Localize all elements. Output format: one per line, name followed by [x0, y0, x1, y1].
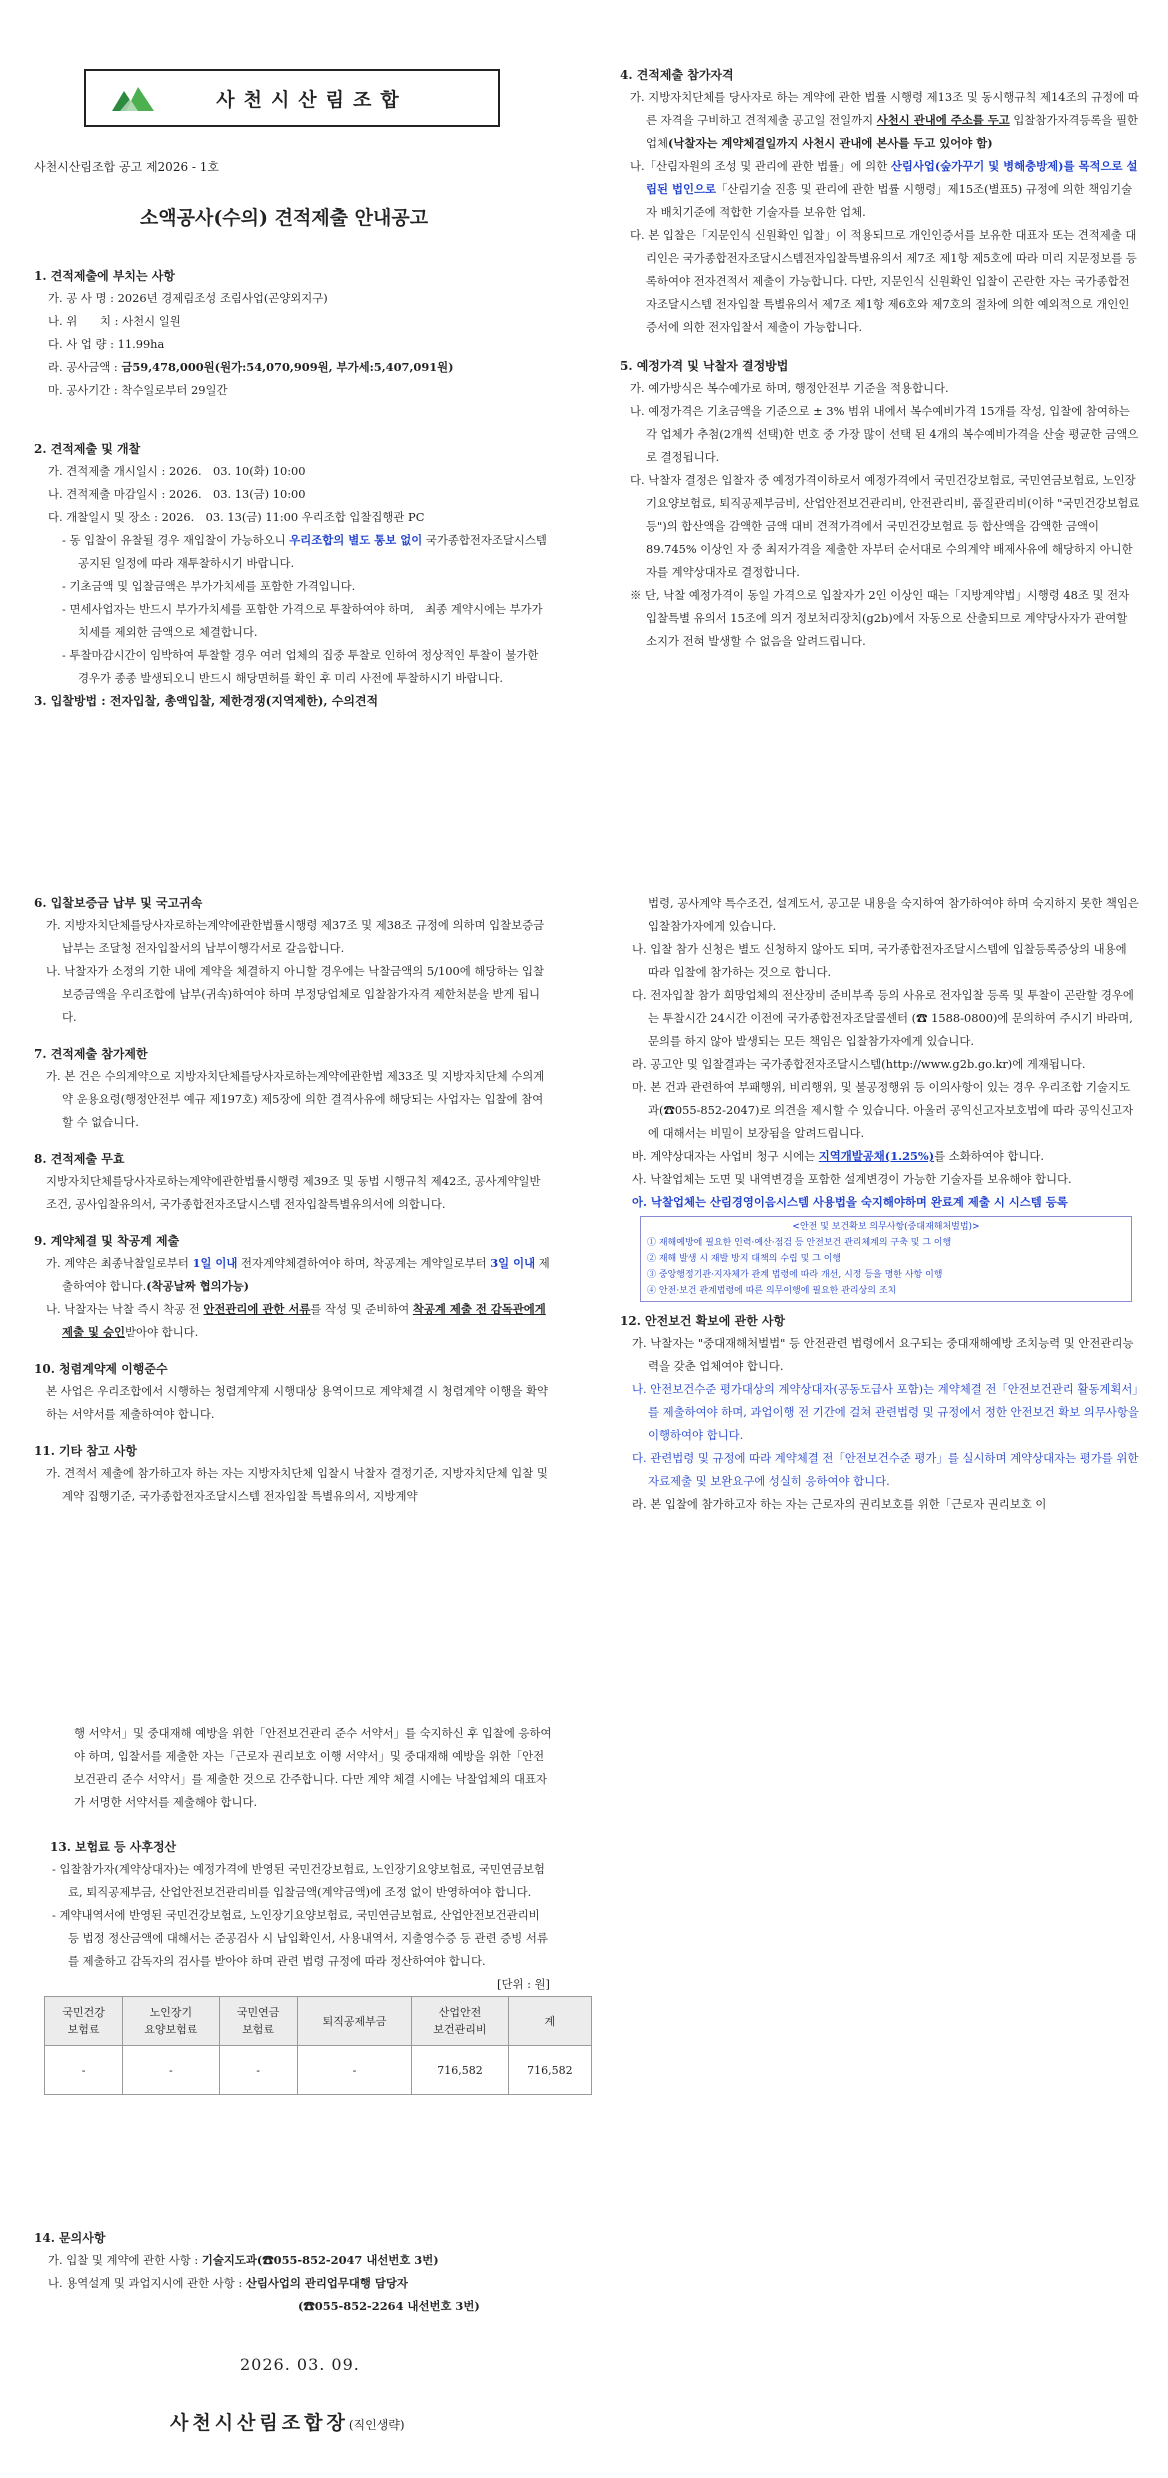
table-header-row [45, 1997, 592, 2046]
forest-association-logo-icon [108, 81, 156, 115]
s4-item-c: 다. 본 입찰은「지문인식 신원확인 입찰」이 적용되므로 개인인증서를 보유한 대표자 또는 견적제출 대리인은 국가종합전자조달시스템전자입찰특별유의서 제7조 제1항 제5호에 따라 미리 지문정보를 등록하여야 전자견적서 제출이 가능합니다. 다만, 지문인식 신원확인 입찰이 곤란한 자는 국가종합전자조달시스템 전자입찰 특별유의서 제7조 제1항 제6호와 제7호의 절차에 의한 예외적으로 개인인증서에 의한 전자입찰서 제출이 가능합니다. [630, 228, 1137, 334]
s13-item-b: - 계약내역서에 반영된 국민건강보험료, 노인장기요양보험료, 국민연금보험료, 산업안전보건관리비 등 법정 정산금액에 대해서는 준공검사 시 납입확인서, 사용내역서, 지출영수증 등 관련 증빙 서류를 제출하고 감독자의 검사를 받아야 하며 관련 법령 규정에 따라 정산하여야 합니다. [52, 1908, 548, 1968]
safety-duty-item: ④ 안전·보건 관계법령에 따른 의무이행에 필요한 관리상의 조치 [647, 1286, 897, 1296]
s2-note-3: - 면세사업자는 반드시 부가가치세를 포함한 가격으로 투찰하여야 하며, 최종 계약시에는 부가가치세를 제외한 금액으로 체결합니다. [62, 602, 543, 639]
s11-item-b: 나. 입찰 참가 신청은 별도 신청하지 않아도 되며, 국가종합전자조달시스템에 입찰등록증상의 내용에 따라 입찰에 참가하는 것으로 합니다. [632, 942, 1127, 979]
safety-duty-item: ③ 중앙행정기관·지자체가 관계 법령에 따라 개선, 시정 등을 명한 사항 이행 [647, 1270, 943, 1280]
table-header-cell: 계 [508, 1997, 591, 2046]
safety-duty-heading: <안전 및 보건확보 의무사항(중대재해처벌법)> [792, 1222, 980, 1232]
section-7-title: 7. 견적제출 참가제한 [34, 1047, 148, 1061]
section-12-title: 12. 안전보건 확보에 관한 사항 [620, 1314, 786, 1328]
s11-item-d: 라. 공고안 및 입찰결과는 국가종합전자조달시스템(http://www.g2b.go.kr)에 게재됩니다. [632, 1057, 1086, 1071]
safety-duty-item: ② 재해 발생 시 재발 방지 대책의 수립 및 그 이행 [647, 1254, 842, 1264]
signer-name: 사천시산림조합장(직인생략) [170, 2412, 405, 2434]
s9-item-b: 나. 낙찰자는 낙찰 즉시 착공 전 안전관리에 관한 서류를 작성 및 준비하여 착공계 제출 전 감독관에게 제출 및 승인받아야 합니다. [46, 1302, 546, 1339]
table-header-cell: 노인장기 요양보험료 [123, 1997, 219, 2046]
right-column-top [620, 64, 1140, 653]
table-cell: - [45, 2046, 123, 2095]
section-13-title: 13. 보험료 등 사후정산 [50, 1840, 177, 1854]
s5-item-a: 가. 예가방식은 복수예가로 하며, 행정안전부 기준을 적용합니다. [630, 381, 949, 395]
table-row [45, 2046, 592, 2095]
org-header-box [84, 69, 500, 127]
safety-duty-box [640, 1216, 1132, 1302]
s11-item-h: 아. 낙찰업체는 산림경영이음시스템 사용법을 숙지해야하며 완료계 제출 시 시스템 등록 [632, 1195, 1068, 1209]
s2-note-4: - 투찰마감시간이 임박하여 투찰할 경우 여러 업체의 집중 투찰로 인하여 정상적인 투찰이 불가한 경우가 종종 발생되오니 반드시 해당면허를 확인 후 미리 사전에 투찰하시기 바랍니다. [62, 648, 539, 685]
s14-item-a: 가. 입찰 및 계약에 관한 사항 : 기술지도과(☎055-852-2047 내선번호 3번) [48, 2253, 439, 2267]
s6-item-b: 나. 낙찰자가 소정의 기한 내에 계약을 체결하지 아니할 경우에는 낙찰금액의 5/100에 해당하는 입찰보증금액을 우리조합에 납부(귀속)하여야 하며 부정당업체로 입찰참가자격 제한처분을 받게 됩니다. [46, 964, 545, 1024]
s5-note: ※ 단, 낙찰 예정가격이 동일 가격으로 입찰자가 2인 이상인 때는「지방계약법」시행령 48조 및 전자입찰특별 유의서 15조에 의거 정보처리장치(g2b)에서 자동으로 산출되므로 계약당사자가 관여할 소지가 전혀 발생할 수 없음을 알려드립니다. [630, 588, 1130, 648]
s4-item-b: 나.「산림자원의 조성 및 관리에 관한 법률」에 의한 산림사업(숲가꾸기 및 병해충방제)를 목적으로 설립된 법인으로「산림기술 진흥 및 관리에 관한 법률 시행령」제15조(별표5) 규정에 의한 책임기술자 배치기준에 적합한 기술자를 보유한 업체. [630, 159, 1138, 219]
page-title: 소액공사(수의) 견적제출 안내공고 [139, 207, 429, 229]
s2-note-1: - 동 입찰이 유찰될 경우 재입찰이 가능하오니 우리조합의 별도 통보 없이 국가종합전자조달시스템 공지된 일정에 따라 재투찰하시기 바랍니다. [62, 533, 547, 570]
s2-item-c: 다. 개찰일시 및 장소 : 2026. 03. 13(금) 11:00 우리조합 입찰집행관 PC [48, 510, 425, 524]
table-cell: - [219, 2046, 297, 2095]
s11-item-g: 사. 낙찰업체는 도면 및 내역변경을 포함한 설계변경이 가능한 기술자를 보유해야 합니다. [632, 1172, 1072, 1186]
section-8-title: 8. 견적제출 무효 [34, 1152, 125, 1166]
s12-item-d: 라. 본 입찰에 참가하고자 하는 자는 근로자의 권리보호를 위한「근로자 권리보호 이 [632, 1497, 1047, 1511]
s1-item-c: 다. 사 업 량 : 11.99ha [48, 337, 165, 351]
table-header-cell: 산업안전 보건관리비 [412, 1997, 508, 2046]
seal-note: (직인생략) [348, 2418, 405, 2432]
left-column-bottom [44, 1722, 573, 2095]
s11-item-a-cont: 법령, 공사계약 특수조건, 설계도서, 공고문 내용을 숙지하여 참가하여야 하며 숙지하지 못한 책임은 입찰참가자에게 있습니다. [648, 896, 1139, 933]
notice-number: 사천시산림조합 공고 제2026 - 1호 [34, 160, 219, 174]
s6-item-a: 가. 지방자치단체를당사자로하는계약에관한법률시행령 제37조 및 제38조 규정에 의하며 입찰보증금 납부는 조달청 전자입찰서의 납부이행각서로 갈음합니다. [46, 918, 545, 955]
table-cell: - [123, 2046, 219, 2095]
s2-item-b: 나. 견적제출 마감일시 : 2026. 03. 13(금) 10:00 [48, 487, 306, 501]
section-3-title: 3. 입찰방법 : 전자입찰, 총액입찰, 제한경쟁(지역제한), 수의견적 [34, 694, 379, 708]
section-2-title: 2. 견적제출 및 개찰 [34, 442, 141, 456]
s11-item-f: 바. 계약상대자는 사업비 청구 시에는 지역개발공채(1.25%)를 소화하여야 합니다. [632, 1149, 1045, 1163]
safety-duty-item: ① 재해예방에 필요한 인력·예산·점검 등 안전보건 관리체계의 구축 및 그 이행 [647, 1238, 952, 1248]
table-header-cell: 퇴직공제부금 [297, 1997, 412, 2046]
s4-item-a: 가. 지방자치단체를 당사자로 하는 계약에 관한 법률 시행령 제13조 및 동시행규칙 제14조의 규정에 따른 자격을 구비하고 견적제출 공고일 전일까지 사천시 관내에 주소를 두고 입찰참가자격등록을 필한 업체(낙찰자는 계약체결일까지 사천시 관내에 본사를 두고 있어야 함) [630, 90, 1139, 150]
left-column-top [34, 265, 550, 712]
unit-label: [단위 : 원] [497, 1977, 550, 1991]
s1-item-a: 가. 공 사 명 : 2026년 경제림조성 조림사업(곤양외지구) [48, 291, 328, 305]
insurance-table [44, 1996, 592, 2095]
section-5-title: 5. 예정가격 및 낙찰자 결정방법 [620, 359, 789, 373]
table-cell: 716,582 [508, 2046, 591, 2095]
section-10-title: 10. 청렴계약제 이행준수 [34, 1362, 168, 1376]
table-cell: - [297, 2046, 412, 2095]
org-name: 사천시산림조합 [216, 88, 408, 111]
notice-date: 2026. 03. 09. [240, 2355, 360, 2374]
s9-item-a: 가. 계약은 최종낙찰일로부터 1일 이내 전자계약체결하여야 하며, 착공계는 계약일로부터 3일 이내 제출하여야 합니다.(착공날짜 협의가능) [46, 1256, 550, 1293]
section-11-title: 11. 기타 참고 사항 [34, 1444, 137, 1458]
s10-item-a: 본 사업은 우리조합에서 시행하는 청렴계약제 시행대상 용역이므로 계약체결 시 청렴계약 이행을 확약하는 서약서를 제출하여야 합니다. [46, 1384, 548, 1421]
contract-amount: 금59,478,000원(원가:54,070,909원, 부가세:5,407,091원) [121, 360, 454, 374]
s11-item-a: 가. 견적서 제출에 참가하고자 하는 자는 지방자치단체 입찰시 낙찰자 결정기준, 지방자치단체 입찰 및 계약 집행기준, 국가종합전자조달시스템 전자입찰 특별유의서, 지방계약 [46, 1466, 548, 1503]
s11-item-e: 마. 본 건과 관련하여 부패행위, 비리행위, 및 불공정행위 등 이의사항이 있는 경우 우리조합 기술지도과(☎055-852-2047)로 의견을 제시할 수 있습니다. 아울러 공익신고자보호법에 따라 공익신고자에 대해서는 비밀이 보장됨을 알려드립니다. [632, 1080, 1134, 1140]
s8-item-a: 지방자치단체를당사자로하는계약에관한법률시행령 제39조 및 동법 시행규칙 제42조, 공사계약일반조건, 공사입찰유의서, 국가종합전자조달시스템 전자입찰특별유의서에 의합니다. [46, 1174, 541, 1211]
s2-note-2: - 기초금액 및 입찰금액은 부가가치세를 포함한 가격입니다. [62, 579, 356, 593]
s14-item-b-phone: (☎055-852-2264 내선번호 3번) [298, 2299, 480, 2313]
s1-item-e: 마. 공사기간 : 착수일로부터 29일간 [48, 383, 228, 397]
table-header-cell: 국민건강 보험료 [45, 1997, 123, 2046]
contact-section [34, 2227, 574, 2318]
s1-item-d: 라. 공사금액 : 금59,478,000원(원가:54,070,909원, 부가세:5,407,091원) [48, 360, 454, 374]
s11-item-c: 다. 전자입찰 참가 희망업체의 전산장비 준비부족 등의 사유로 전자입찰 등록 및 투찰이 곤란할 경우에는 투찰시간 24시간 이전에 국가종합전자조달콜센터 (☎ 1588-0800)에 문의하여 주시기 바라며, 문의를 하지 않아 발생되는 모든 책임은 입찰참가자에게 있습니다. [632, 988, 1134, 1048]
section-14-title: 14. 문의사항 [34, 2231, 106, 2245]
s7-item-a: 가. 본 건은 수의계약으로 지방자치단체를당사자로하는계약에관한법 제33조 및 지방자치단체 수의계약 운용요령(행정안전부 예규 제197호) 제5장에 의한 결격사유에 해당되는 사업자는 입찰에 참여할 수 없습니다. [46, 1069, 545, 1129]
s1-item-b: 나. 위 치 : 사천시 일원 [48, 314, 181, 328]
right-column-middle [620, 892, 1140, 1516]
s12-item-d-cont: 행 서약서」및 중대재해 예방을 위한「안전보건관리 준수 서약서」를 숙지하신 후 입찰에 응하여야 하며, 입찰서를 제출한 자는「근로자 권리보호 이행 서약서」및 중대재해 예방을 위한「안전보건관리 준수 서약서」를 제출한 것으로 간주합니다. 다만 계약 체결 시에는 낙찰업체의 대표자가 서명한 서약서를 제출해야 합니다. [74, 1726, 552, 1809]
s2-item-a: 가. 견적제출 개시일시 : 2026. 03. 10(화) 10:00 [48, 464, 306, 478]
section-4-title: 4. 견적제출 참가자격 [620, 68, 734, 82]
s13-item-a: - 입찰참가자(계약상대자)는 예정가격에 반영된 국민건강보험료, 노인장기요양보험료, 국민연금보험료, 퇴직공제부금, 산업안전보건관리비를 입찰금액(계약금액)에 조정 없이 반영하여야 합니다. [52, 1862, 545, 1899]
s12-item-c: 다. 관련법령 및 규정에 따라 계약체결 전「안전보건수준 평가」를 실시하며 계약상대자는 평가를 위한 자료제출 및 보완요구에 성실히 응하여야 합니다. [632, 1451, 1139, 1488]
s5-item-b: 나. 예정가격은 기초금액을 기준으로 ± 3% 범위 내에서 복수예비가격 15개를 작성, 입찰에 참여하는 각 업체가 추첨(2개씩 선택)한 번호 중 가장 많이 선택 된 4개의 복수예비가격을 산술 평균한 금액으로 결정됩니다. [630, 404, 1139, 464]
left-column-middle [34, 892, 550, 1508]
s14-item-b: 나. 용역설계 및 과업지시에 관한 사항 : 산림사업의 관리업무대행 담당자 [48, 2276, 408, 2290]
s12-item-b: 나. 안전보건수준 평가대상의 계약상대자(공동도급사 포함)는 계약체결 전「안전보건관리 활동계획서」를 제출하여야 하며, 과업이행 전 기간에 걸쳐 관련법령 및 규정에서 정한 안전보건 확보 의무사항을 이행하여야 합니다. [632, 1382, 1139, 1442]
s12-item-a: 가. 낙찰자는 "중대재해처벌법" 등 안전관련 법령에서 요구되는 중대재해예방 조치능력 및 안전관리능력을 갖춘 업체여야 합니다. [632, 1336, 1134, 1373]
section-1-title: 1. 견적제출에 부치는 사항 [34, 269, 175, 283]
section-6-title: 6. 입찰보증금 납부 및 국고귀속 [34, 896, 203, 910]
s5-item-c: 다. 낙찰자 결정은 입찰자 중 예정가격이하로서 예정가격에서 국민건강보험료, 국민연금보험료, 노인장기요양보험료, 퇴직공제부금비, 산업안전보건관리비, 안전관리비, 품질관리비(이하 "국민건강보험료 등")의 합산액을 감액한 금액 대비 견적가격에서 국민건강보험료 등 합산액을 감액한 금액이 89.745% 이상인 자 중 최저가격을 제출한 자부터 순서대로 수의계약 배제사유에 해당하지 아니한 자를 계약상대자로 결정합니다. [630, 473, 1140, 579]
table-header-cell: 국민연금 보험료 [219, 1997, 297, 2046]
table-cell: 716,582 [412, 2046, 508, 2095]
section-9-title: 9. 계약체결 및 착공계 제출 [34, 1234, 180, 1248]
